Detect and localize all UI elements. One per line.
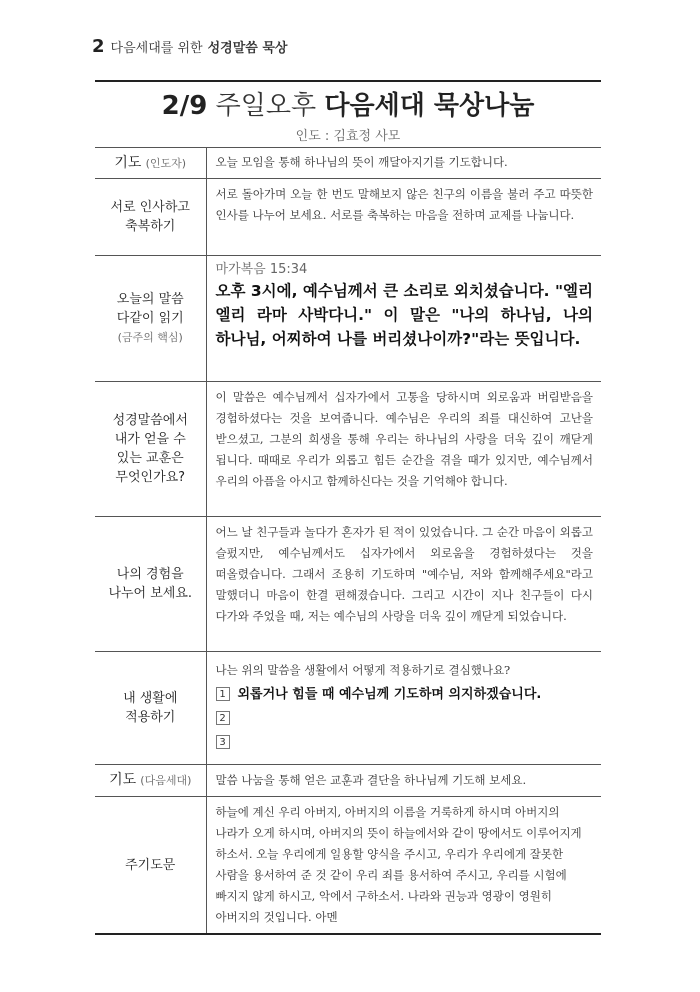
meditation-sheet [95,80,601,935]
label-experience: 나의 경험을 나누어 보세요. [95,517,206,652]
top-rule [95,80,601,82]
scripture-verse: 오후 3시에, 예수님께서 큰 소리로 외치셨습니다. "엘리 엘리 라마 사박다니." 이 말은 "나의 하나님, 나의 하나님, 어찌하여 나를 버리셨나이까?"라는 뜻입니다. [215,282,593,348]
resolution-number-2: 2 [216,711,230,725]
row-closing-prayer [95,765,601,797]
row-greeting [95,179,601,256]
label-apply: 내 생활에 적용하기 [95,652,206,765]
resolution-text-1[interactable]: 외롭거나 힘들 때 예수님께 기도하며 의지하겠습니다. [237,686,542,702]
title-date: 2/9 [161,91,208,121]
label-opening-prayer: 기도 (인도자) [95,148,206,179]
lords-prayer-text: 하늘에 계신 우리 아버지, 아버지의 이름을 거룩하게 하시며 아버지의 나라가 오게 하시며, 아버지의 뜻이 하늘에서와 같이 땅에서도 이루어지게 하소서. 오늘 우리에게 일용할 양식을 주시고, 우리가 우리에게 잘못한 사람을 용서하여 준 것 같이 우리 죄를 용서하여 주시고, 우리를 시험에 빠지지 않게 하시고, 악에서 구하소서. 나라와 권능과 영광이 영원히 아버지의 것입니다. 아멘 [215,805,582,924]
label-reading: 오늘의 말씀 다같이 읽기 (금주의 핵심) [95,256,206,382]
resolution-item [216,683,594,705]
greeting-text: 서로 돌아가며 오늘 한 번도 말해보지 않은 친구의 이름을 불러 주고 따뜻한 인사를 나누어 보세요. 서로를 축복하는 마음을 전하며 교제를 나눕니다. [215,187,593,222]
header-prefix: 다음세대를 위한 [110,41,203,56]
row-reading [95,256,601,382]
opening-prayer-text: 오늘 모임을 통해 하나님의 뜻이 깨달아지기를 기도합니다. [215,155,508,169]
title-session: 주일오후 [215,91,317,121]
reading-content [206,256,601,382]
apply-content [206,652,601,765]
resolution-item [216,731,594,753]
title-main: 다음세대 묵상나눔 [324,91,535,121]
apply-question: 나는 위의 말씀을 생활에서 어떻게 적용하기로 결심했나요? [215,663,511,677]
label-greeting: 서로 인사하고 축복하기 [95,179,206,256]
resolution-item [216,707,594,729]
label-lesson: 성경말씀에서 내가 얻을 수 있는 교훈은 무엇인가요? [95,382,206,517]
row-lords-prayer [95,797,601,935]
row-apply [95,652,601,765]
experience-text: 어느 날 친구들과 놀다가 혼자가 된 적이 있었습니다. 그 순간 마음이 외롭고 슬펐지만, 예수님께서도 십자가에서 외로움을 경험하셨다는 것을 떠올렸습니다. 그래서 조용히 기도하며 "예수님, 저와 함께해주세요"라고 말했더니 마음이 한결 편해졌습니다. 그리고 시간이 지나 친구들이 다시 다가와 주었을 때, 저는 예수님의 사랑을 더욱 깊이 깨닫게 되었습니다. [215,525,593,623]
closing-prayer-text: 말씀 나눔을 통해 얻은 교훈과 결단을 하나님께 기도해 보세요. [215,773,527,787]
resolution-number-1: 1 [216,687,230,701]
lesson-text: 이 말씀은 예수님께서 십자가에서 고통을 당하시며 외로움과 버림받음을 경험하셨다는 것을 보여줍니다. 예수님은 우리의 죄를 대신하여 고난을 받으셨고, 그분의 희생을 통해 우리는 하나님의 사랑을 더욱 깊이 깨닫게 됩니다. 때때로 우리가 외롭고 힘든 순간을 겪을 때가 있지만, 예수님께서 우리의 아픔을 아시고 함께하신다는 것을 기억해야 합니다. [215,390,593,488]
label-closing-prayer: 기도 (다음세대) [95,765,206,797]
running-header [92,36,287,57]
page-number: 2 [92,36,105,57]
page-title [95,90,601,122]
resolution-number-3: 3 [216,735,230,749]
row-opening-prayer [95,148,601,179]
header-emphasis: 성경말씀 묵상 [207,41,288,56]
label-lords-prayer: 주기도문 [95,797,206,935]
row-experience [95,517,601,652]
meditation-table [95,147,601,935]
leader-line: 인도 : 김효정 사모 [295,129,401,144]
row-lesson [95,382,601,517]
scripture-reference: 마가복음 15:34 [215,262,308,277]
